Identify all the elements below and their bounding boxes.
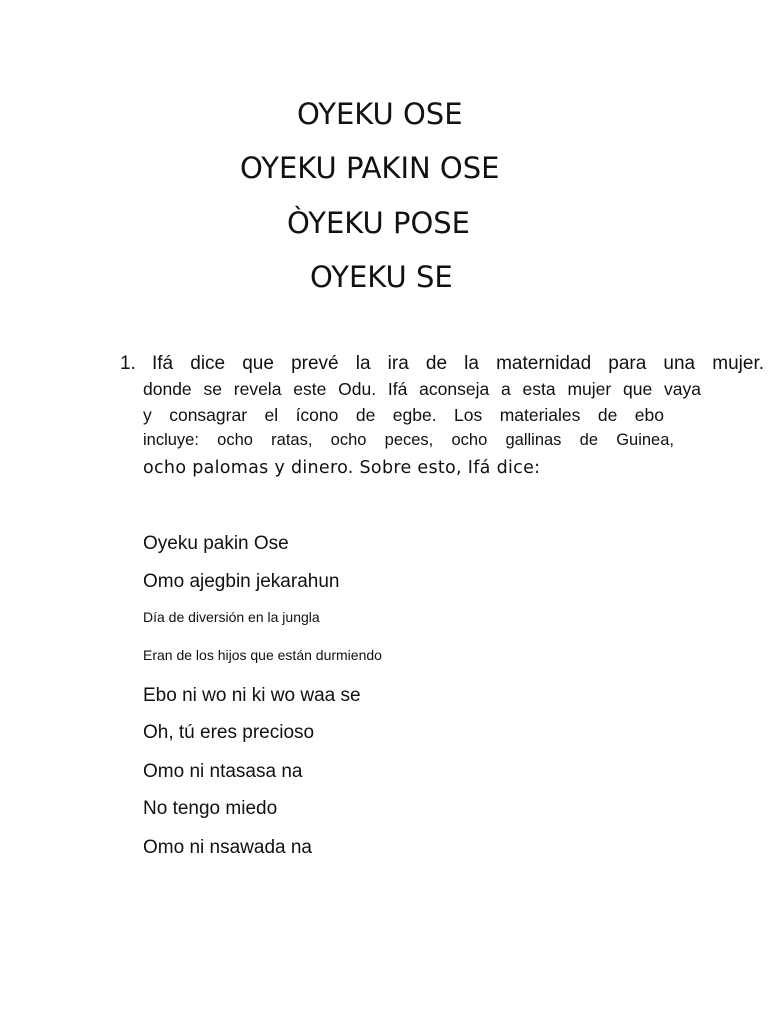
paragraph-number: 1. <box>120 353 136 374</box>
title-oyeku-pakin-ose: OYEKU PAKIN OSE <box>240 151 500 185</box>
verse-line: Oyeku pakin Ose <box>143 533 289 554</box>
verse-line: No tengo miedo <box>143 798 278 819</box>
verse-line: Día de diversión en la jungla <box>143 609 320 625</box>
verse-line: Omo ni ntasasa na <box>143 761 303 782</box>
verse-line: Ebo ni wo ni ki wo waa se <box>143 685 361 706</box>
paragraph-line-5: ocho palomas y dinero. Sobre esto, Ifá dice: <box>143 458 541 478</box>
paragraph-line-4: incluye: ocho ratas, ocho peces, ocho gallinas de Guinea, <box>143 431 674 449</box>
paragraph-line-2: donde se revela este Odu. Ifá aconseja a esta mujer que vaya <box>143 379 701 399</box>
paragraph-line-3: y consagrar el ícono de egbe. Los materiales de ebo <box>143 405 664 425</box>
verse-line: Omo ajegbin jekarahun <box>143 571 340 592</box>
verse-line: Oh, tú eres precioso <box>143 722 315 743</box>
title-oyeku-ose: OYEKU OSE <box>297 97 463 131</box>
paragraph-line-1: Ifá dice que prevé la ira de la maternidad para una mujer. <box>152 353 764 374</box>
verse-line: Omo ni nsawada na <box>143 837 312 858</box>
title-oyeku-pose: ÒYEKU POSE <box>287 206 471 240</box>
verse-line: Eran de los hijos que están durmiendo <box>143 647 382 663</box>
title-oyeku-se: OYEKU SE <box>310 260 453 294</box>
